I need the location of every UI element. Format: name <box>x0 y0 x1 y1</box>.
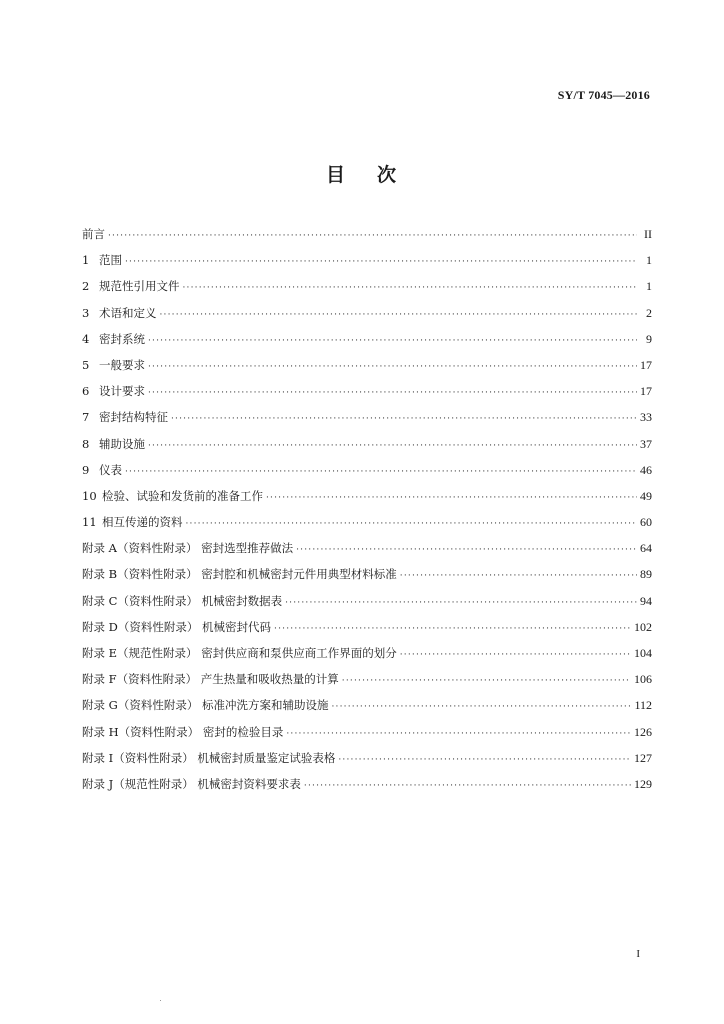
toc-entry[interactable] <box>82 514 652 540</box>
toc-entry-page: 17 <box>640 384 652 399</box>
toc-entry-page: 102 <box>634 619 652 634</box>
toc-entry-number: 9 <box>82 462 90 477</box>
toc-entry-number: 11 <box>82 515 97 530</box>
toc-entry-number: 5 <box>82 357 90 372</box>
toc-entry-number: 8 <box>82 436 90 451</box>
toc-entry-page: II <box>644 227 652 241</box>
toc-entry-number: 4 <box>82 331 90 346</box>
toc-entry-page: 1 <box>646 253 652 268</box>
toc-entry-page: 112 <box>634 698 652 713</box>
toc-entry-label: 术语和定义 <box>99 305 157 320</box>
toc-entry-label: 范围 <box>99 253 122 268</box>
toc-entry[interactable] <box>82 383 652 409</box>
toc-entry-page: 64 <box>640 541 652 556</box>
toc-entry[interactable] <box>82 593 652 619</box>
page-number: I <box>636 948 640 960</box>
toc-entry[interactable] <box>82 278 652 304</box>
toc-title <box>0 160 724 187</box>
table-of-contents <box>82 226 652 802</box>
toc-leader-dots <box>108 232 637 241</box>
toc-entry-label: 前言 <box>82 227 105 241</box>
toc-entry-label: 设计要求 <box>99 384 145 399</box>
toc-entry-label: 附录 C（资料性附录） 机械密封数据表 <box>82 593 283 608</box>
toc-leader-dots <box>160 311 638 320</box>
toc-leader-dots <box>148 389 637 398</box>
toc-entry-label: 附录 G（资料性附录） 标准冲洗方案和辅助设施 <box>82 698 329 713</box>
toc-entry[interactable] <box>82 357 652 383</box>
toc-entry-number: 1 <box>82 253 90 268</box>
toc-leader-dots <box>332 703 632 712</box>
toc-title-left: 目 <box>325 164 347 186</box>
toc-entry-page: 60 <box>640 515 652 530</box>
toc-entry-number: 6 <box>82 384 90 399</box>
toc-entry-label: 辅助设施 <box>99 436 145 451</box>
toc-entry-page: 37 <box>640 436 652 451</box>
toc-entry-number: 10 <box>82 488 97 503</box>
toc-entry-page: 2 <box>646 305 652 320</box>
toc-entry-label: 附录 B（资料性附录） 密封腔和机械密封元件用典型材料标准 <box>82 567 397 582</box>
toc-leader-dots <box>286 730 631 739</box>
toc-entry-page: 126 <box>634 724 652 739</box>
toc-entry[interactable] <box>82 488 652 514</box>
toc-entry-page: 9 <box>646 331 652 346</box>
toc-leader-dots <box>148 337 637 346</box>
toc-entry[interactable] <box>82 566 652 592</box>
toc-leader-dots <box>400 651 631 660</box>
toc-entry[interactable] <box>82 331 652 357</box>
toc-entry[interactable] <box>82 776 652 802</box>
toc-leader-dots <box>125 468 637 477</box>
toc-entry[interactable] <box>82 619 652 645</box>
toc-leader-dots <box>186 520 638 529</box>
toc-leader-dots <box>148 442 637 451</box>
toc-entry-number: 7 <box>82 410 90 425</box>
toc-leader-dots <box>183 284 638 293</box>
toc-entry-page: 17 <box>640 357 652 372</box>
toc-entry-label: 仪表 <box>99 462 122 477</box>
toc-leader-dots <box>171 415 637 424</box>
toc-entry-page: 1 <box>646 279 652 294</box>
standard-number: SY/T 7045—2016 <box>557 88 650 102</box>
toc-entry[interactable] <box>82 697 652 723</box>
toc-entry-page: 49 <box>640 488 652 503</box>
toc-entry[interactable] <box>82 540 652 566</box>
toc-entry-page: 106 <box>634 672 652 687</box>
toc-entry[interactable] <box>82 645 652 671</box>
toc-leader-dots <box>400 572 637 581</box>
toc-leader-dots <box>148 363 637 372</box>
toc-entry[interactable] <box>82 409 652 435</box>
toc-entry[interactable] <box>82 750 652 776</box>
toc-leader-dots <box>342 677 631 686</box>
toc-entry-label: 附录 I（资料性附录） 机械密封质量鉴定试验表格 <box>82 750 336 765</box>
toc-leader-dots <box>338 756 631 765</box>
toc-leader-dots <box>274 625 631 634</box>
toc-entry[interactable] <box>82 305 652 331</box>
toc-entry-label: 附录 F（资料性附录） 产生热量和吸收热量的计算 <box>82 672 339 687</box>
toc-entry[interactable] <box>82 462 652 488</box>
toc-entry[interactable] <box>82 436 652 462</box>
toc-entry[interactable] <box>82 724 652 750</box>
toc-entry-number: 2 <box>82 279 90 294</box>
toc-entry-label: 附录 D（资料性附录） 机械密封代码 <box>82 619 272 634</box>
toc-leader-dots <box>304 782 631 791</box>
toc-entry-page: 129 <box>634 776 652 791</box>
toc-entry[interactable] <box>82 671 652 697</box>
toc-entry-page: 89 <box>640 567 652 582</box>
toc-entry-page: 46 <box>640 462 652 477</box>
toc-entry-label: 规范性引用文件 <box>99 279 180 294</box>
toc-entry-label: 附录 E（规范性附录） 密封供应商和泵供应商工作界面的划分 <box>82 646 397 660</box>
toc-entry-label: 相互传递的资料 <box>102 515 183 530</box>
toc-leader-dots <box>125 258 637 267</box>
toc-entry-label: 密封系统 <box>99 331 145 346</box>
toc-entry-number: 3 <box>82 305 90 320</box>
toc-entry-page: 104 <box>634 646 652 660</box>
toc-entry-label: 密封结构特征 <box>99 410 168 425</box>
toc-entry-page: 127 <box>634 750 652 765</box>
toc-leader-dots <box>296 546 637 555</box>
toc-entry-label: 一般要求 <box>99 357 145 372</box>
toc-entry[interactable] <box>82 252 652 278</box>
toc-title-right: 次 <box>377 164 399 186</box>
toc-leader-dots <box>266 494 637 503</box>
toc-entry-label: 附录 A（资料性附录） 密封选型推荐做法 <box>82 541 294 556</box>
scan-speck <box>160 1000 161 1001</box>
toc-entry-page: 33 <box>640 410 652 425</box>
toc-entry-label: 检验、试验和发货前的准备工作 <box>102 488 263 503</box>
toc-entry-label: 附录 J（规范性附录） 机械密封资料要求表 <box>82 776 301 791</box>
toc-entry-page: 94 <box>640 593 652 608</box>
toc-leader-dots <box>285 599 637 608</box>
toc-entry[interactable] <box>82 226 652 252</box>
toc-entry-label: 附录 H（资料性附录） 密封的检验目录 <box>82 724 284 739</box>
